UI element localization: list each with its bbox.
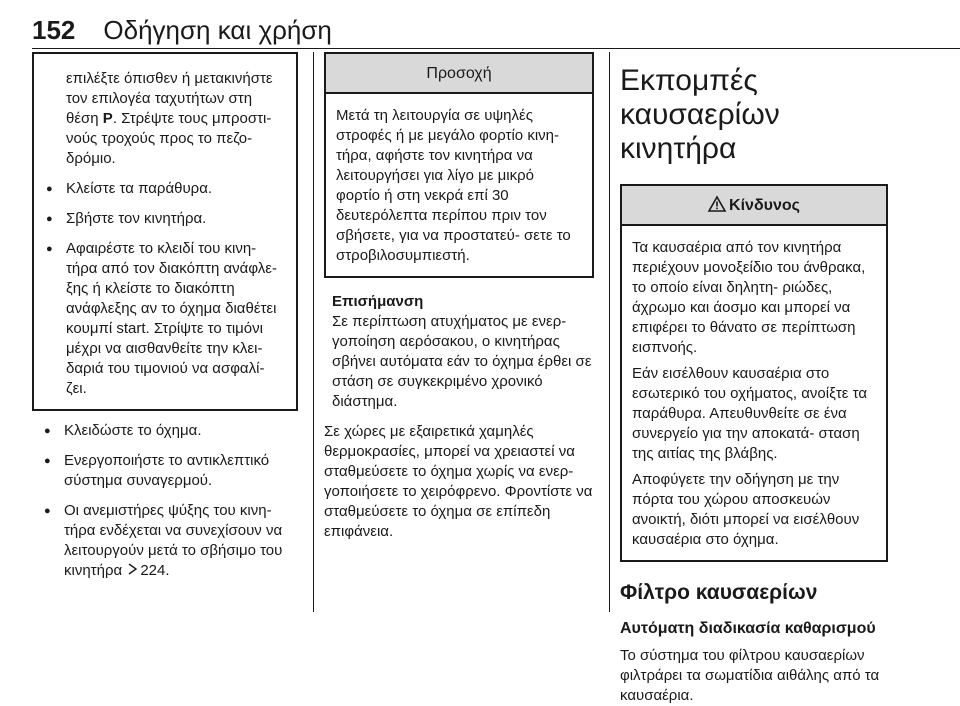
column-3	[620, 52, 888, 706]
column-divider-2	[609, 52, 610, 612]
list-bullet: ● Οι ανεμιστήρες ψύξης του κινη- τήρα ενδέχεται να συνεχίσουν να λειτουργούν μετά το σβήσιμο του κινητήρα 224.	[42, 501, 298, 581]
filter-heading: Φίλτρο καυσαερίων	[620, 581, 818, 604]
cold-climate-paragraph: Σε χώρες με εξαιρετικά χαμηλές θερμοκρασίες, μπορεί να χρειαστεί να σταθμεύσετε το όχημα χωρίς να ενερ- γοποιήσετε το χειρόφρενο. Φροντίστε να σταθμεύσετε το όχημα σε επίπεδη επιφάνεια.	[324, 423, 593, 540]
continued-step: επιλέξτε όπισθεν ή μετακινήστε τον επιλογέα ταχυτήτων στη θέση P. Στρέψτε τους μπροστι- νούς τροχούς προς το πεζο- δρόμιο.	[66, 70, 273, 167]
column-2	[324, 52, 594, 542]
danger-title: Κίνδυνος	[729, 197, 800, 214]
box-bullet: ● Σβήστε τον κινητήρα.	[44, 209, 286, 229]
header-rule	[32, 48, 960, 49]
page-reference-link[interactable]: 224.	[140, 562, 170, 579]
box-bullet: ● Αφαιρέστε το κλειδί του κινη- τήρα από τον διακόπτη ανάφλε- ξης ή κλείστε το διακόπτη ανάφλεξης αν το όχημα διαθέτει κουμπί start. Στρίψτε το τιμόνι μέχρι να αισθανθείτε την κλει- δαριά του τιμονιού να ασφαλί- ζει.	[44, 239, 286, 399]
page-number: 152	[32, 15, 76, 45]
auto-clean-text: Το σύστημα του φίλτρου καυσαερίων φιλτράρει τα σωματίδια αιθάλης από τα καυσαέρια.	[620, 647, 880, 704]
chapter-title: Οδήγηση και χρήση	[103, 15, 332, 45]
list-bullet: ● Κλειδώστε το όχημα.	[42, 421, 298, 441]
danger-paragraph: Τα καυσαέρια από τον κινητήρα περιέχουν μονοξείδιο του άνθρακα, το οποίο είναι δηλητη- ριώδες, άχρωμο και άοσμο και μπορεί να επιφέρει το θάνατο σε περίπτωση εισπνοής.	[632, 239, 866, 356]
page-header	[32, 6, 332, 46]
list-bullet: ● Ενεργοποιήστε το αντικλεπτικό σύστημα συναγερμού.	[42, 451, 298, 491]
auto-clean-heading: Αυτόματη διαδικασία καθαρισμού	[620, 620, 876, 637]
danger-text	[622, 226, 886, 560]
danger-paragraph: Εάν εισέλθουν καυσαέρια στο εσωτερικό του οχήματος, ανοίξτε τα παράθυρα. Απευθυνθείτε σε ένα συνεργείο για την αποκατά- σταση της αιτίας της βλάβης.	[632, 365, 867, 462]
page-reference-icon[interactable]	[128, 561, 138, 581]
caution-title: Προσοχή	[326, 54, 592, 94]
danger-header	[622, 186, 886, 226]
column-1	[32, 52, 298, 581]
instructions-box	[32, 52, 298, 411]
caution-text: Μετά τη λειτουργία σε υψηλές στροφές ή με μεγάλο φορτίο κινη- τήρα, αφήστε τον κινητήρα να λειτουργήσει για λίγο με μικρό φορτίο ή στη νεκρά επί 30 δευτερόλεπτα περίπου πριν τον σβήσετε, για να προστατεύ- σετε το στροβιλοσυμπιεστή.	[336, 107, 571, 264]
column-divider-1	[313, 52, 314, 612]
warning-triangle-icon	[708, 196, 726, 212]
caution-box	[324, 52, 594, 278]
note-title: Επισήμανση	[332, 293, 424, 310]
section-title: Εκπομπές καυσαερίων κινητήρα	[620, 64, 780, 165]
bullet-list	[32, 421, 298, 581]
note-text: Σε περίπτωση ατυχήματος με ενερ- γοποίηση αερόσακου, ο κινητήρας σβήνει αυτόματα εάν το όχημα έρθει σε στάση σε συγκεκριμένο χρονικό διάστημα.	[332, 313, 592, 410]
danger-paragraph: Αποφύγετε την οδήγηση με την πόρτα του χώρου αποσκευών ανοικτή, διότι μπορεί να εισέλθουν καυσαέρια στο όχημα.	[632, 471, 860, 548]
box-bullet: ● Κλείστε τα παράθυρα.	[44, 179, 286, 199]
danger-box	[620, 184, 888, 562]
